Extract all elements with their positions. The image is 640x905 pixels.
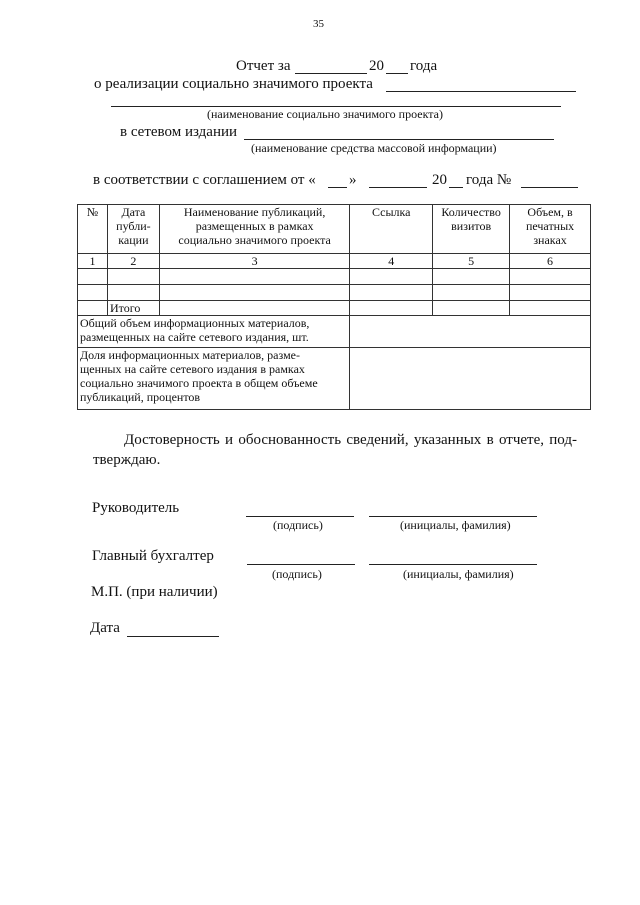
column-number: 1 [78, 254, 108, 269]
table-cell [433, 301, 510, 316]
table-cell [433, 285, 510, 301]
column-number: 6 [510, 254, 591, 269]
table-header-row [78, 205, 591, 254]
col-header-publication-name [159, 205, 349, 254]
table-cell [78, 301, 108, 316]
table-cell [159, 285, 349, 301]
head-label: Руководитель [92, 500, 180, 516]
media-name-blank [244, 139, 554, 140]
agreement-month-blank [369, 187, 427, 188]
table-row [78, 269, 591, 285]
publications-table [77, 204, 591, 410]
table-cell [107, 269, 159, 285]
summary-line: Доля информационных материалов, разме- [80, 348, 300, 362]
table-cell [78, 285, 108, 301]
head-name-caption: (инициалы, фамилия) [400, 518, 511, 532]
col-header-date-line: Дата [121, 205, 146, 219]
table-cell [159, 301, 349, 316]
table-cell [159, 269, 349, 285]
page-number: 35 [313, 18, 324, 30]
agreement-year-word: года № [466, 172, 512, 188]
total-label: Итого [107, 301, 159, 316]
agreement-year-prefix: 20 [432, 172, 447, 188]
accountant-name-blank [369, 564, 537, 565]
report-year-prefix: 20 [369, 58, 384, 74]
date-blank [127, 636, 219, 637]
col-header-visits-line: визитов [451, 219, 492, 233]
accountant-signature-caption: (подпись) [272, 567, 322, 581]
summary-row-total-volume [78, 316, 591, 348]
summary-line: публикаций, процентов [80, 390, 201, 404]
accountant-signature-blank [247, 564, 355, 565]
project-line-label: о реализации социально значимого проекта [94, 76, 373, 92]
table-numbering-row [78, 254, 591, 269]
col-header-visits [433, 205, 510, 254]
report-year-blank [386, 73, 408, 74]
certification-line-2: тверждаю. [93, 452, 161, 468]
table-cell [350, 269, 433, 285]
col-header-visits-line: Количество [441, 205, 501, 219]
agreement-prefix: в соответствии с соглашением от « [93, 172, 316, 188]
media-name-caption: (наименование средства массовой информации) [251, 141, 497, 155]
col-header-volume [510, 205, 591, 254]
report-title-prefix: Отчет за [236, 58, 291, 74]
date-label: Дата [90, 620, 120, 636]
summary-value-total-volume [350, 316, 591, 348]
agreement-day-blank [328, 187, 347, 188]
column-number: 3 [159, 254, 349, 269]
report-year-suffix: года [410, 58, 438, 74]
agreement-year-blank [449, 187, 463, 188]
summary-line: щенных на сайте сетевого издания в рамках [80, 362, 305, 376]
col-header-name-line: социально значимого проекта [178, 233, 331, 247]
summary-line: социально значимого проекта в общем объеме [80, 376, 318, 390]
col-header-date-line: кации [118, 233, 149, 247]
col-header-volume-line: Объем, в [527, 205, 573, 219]
edition-line-label: в сетевом издании [120, 124, 238, 140]
table-total-row [78, 301, 591, 316]
col-header-date [107, 205, 159, 254]
summary-line: Общий объем информационных материалов, [80, 316, 310, 330]
agreement-quote-close: » [349, 172, 357, 188]
table-cell [350, 301, 433, 316]
certification-line-1: Достоверность и обоснованность сведений, указанных в отчете, под- [124, 432, 577, 448]
table-cell [510, 285, 591, 301]
column-number: 4 [350, 254, 433, 269]
summary-line: размещенных на сайте сетевого издания, шт. [80, 330, 309, 344]
summary-value-share [350, 348, 591, 410]
head-signature-blank [246, 516, 354, 517]
table-cell [107, 285, 159, 301]
project-name-blank [386, 91, 576, 92]
head-signature-caption: (подпись) [273, 518, 323, 532]
table-cell [510, 301, 591, 316]
summary-label-total-volume [78, 316, 350, 348]
col-header-volume-line: знаках [533, 233, 567, 247]
accountant-name-caption: (инициалы, фамилия) [403, 567, 514, 581]
table-cell [350, 285, 433, 301]
project-name-caption: (наименование социально значимого проекта) [207, 107, 443, 121]
column-number: 2 [107, 254, 159, 269]
accountant-label: Главный бухгалтер [92, 548, 214, 564]
col-header-number: № [78, 205, 108, 254]
summary-row-share [78, 348, 591, 410]
table-cell [433, 269, 510, 285]
summary-label-share [78, 348, 350, 410]
head-name-blank [369, 516, 537, 517]
table-cell [510, 269, 591, 285]
col-header-name-line: Наименование публикаций, [183, 205, 326, 219]
stamp-note: М.П. (при наличии) [91, 584, 218, 600]
table-cell [78, 269, 108, 285]
column-number: 5 [433, 254, 510, 269]
agreement-number-blank [521, 187, 578, 188]
table-row [78, 285, 591, 301]
col-header-link: Ссылка [350, 205, 433, 254]
col-header-volume-line: печатных [525, 219, 575, 233]
col-header-name-line: размещенных в рамках [195, 219, 314, 233]
col-header-date-line: публи- [116, 219, 151, 233]
report-period-blank [295, 73, 367, 74]
